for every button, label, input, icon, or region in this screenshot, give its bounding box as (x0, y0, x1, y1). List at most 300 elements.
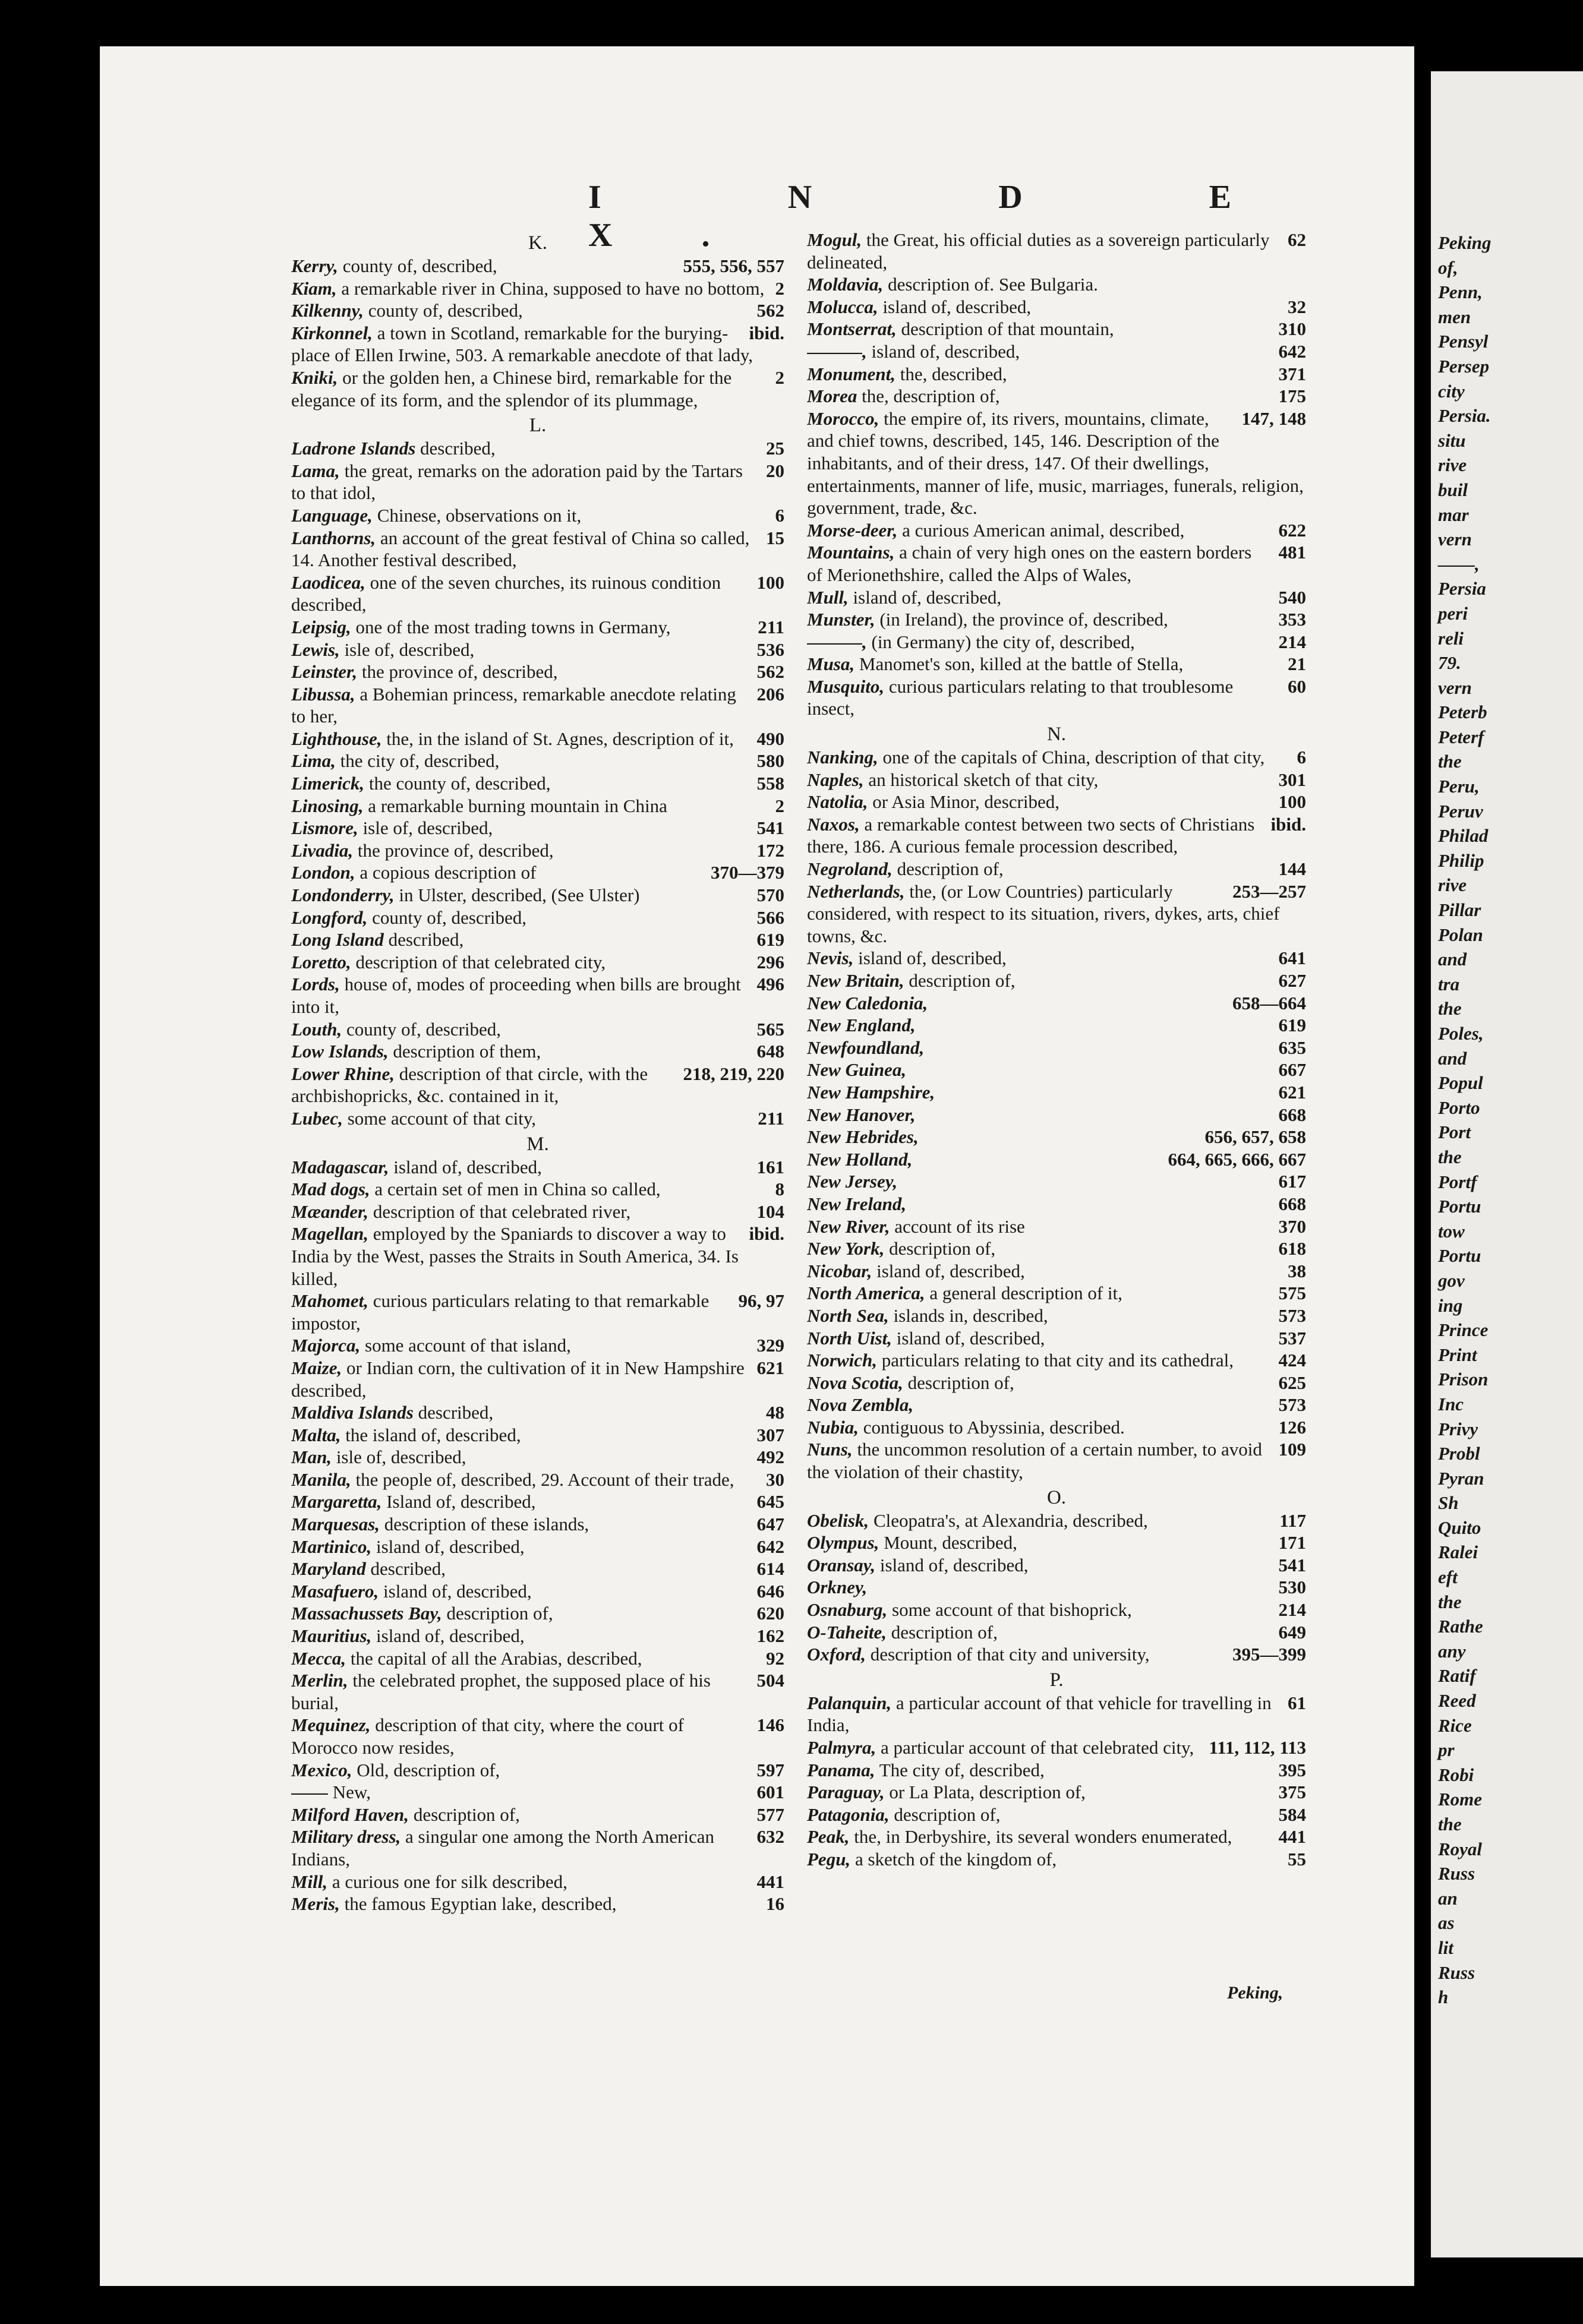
entry-description: island of, described, (891, 1327, 1045, 1349)
entry-description: (in Germany) the city of, described, (866, 631, 1135, 652)
facing-page-fragment: Philip (1438, 850, 1484, 871)
index-entry (291, 951, 784, 974)
facing-page-fragment: Popul (1438, 1072, 1483, 1094)
entry-headword: Netherlands, (807, 880, 905, 902)
index-entry (807, 1215, 1306, 1238)
entry-headword: Patagonia, (807, 1804, 890, 1825)
entry-description: one of the seven churches, its ruinous condition described, (291, 571, 721, 615)
index-entry (291, 1781, 784, 1804)
index-entry (807, 675, 1306, 720)
entry-description: the celebrated prophet, the supposed place of his burial, (291, 1670, 711, 1713)
entry-description: the capital of all the Arabias, described, (346, 1647, 642, 1669)
entry-description: Old, description of, (352, 1759, 500, 1780)
facing-page-fragment: Russ (1438, 1863, 1475, 1884)
index-entry (291, 1156, 784, 1179)
page-reference: 162 (756, 1625, 784, 1647)
entry-description: a singular one among the North American Indians, (291, 1826, 715, 1870)
entry-description: description of them, (388, 1041, 541, 1062)
page-reference: 16 (766, 1893, 784, 1915)
entry-description: the uncommon resolution of a certain number, to avoid the violation of their chastity, (807, 1439, 1262, 1483)
entry-description: Chinese, observations on it, (372, 504, 582, 526)
entry-headword: New York, (807, 1238, 885, 1259)
entry-description: the people of, described, 29. Account of their trade, (351, 1469, 734, 1490)
entry-description: island of, described, (389, 1156, 542, 1177)
index-entry (291, 277, 784, 300)
index-entry (807, 1736, 1306, 1759)
facing-page-fragment: Polan (1438, 924, 1483, 945)
facing-page-fragment: pr (1438, 1739, 1455, 1761)
index-entry (291, 1871, 784, 1893)
facing-page-fragment: Inc (1438, 1393, 1464, 1414)
page-reference: 100 (1278, 791, 1306, 813)
entry-headword: Lama, (291, 460, 340, 481)
entry-headword: New Guinea, (807, 1059, 907, 1081)
page-reference: 614 (756, 1558, 784, 1580)
index-entry (807, 318, 1306, 340)
entry-headword: Montserrat, (807, 318, 897, 340)
entry-headword: Kirkonnel, (291, 322, 373, 343)
entry-headword: New Jersey, (807, 1171, 898, 1192)
entry-headword: Margaretta, (291, 1491, 382, 1513)
index-entry (291, 1063, 784, 1107)
page-reference: 562 (756, 661, 784, 683)
index-entry (291, 973, 784, 1018)
entry-headword: Lanthorns, (291, 527, 376, 548)
page-reference: 329 (756, 1335, 784, 1356)
facing-page-fragment: men (1438, 306, 1471, 327)
page-reference: 668 (1278, 1104, 1306, 1125)
index-entry (291, 817, 784, 839)
entry-description: or Asia Minor, described, (868, 791, 1059, 813)
entry-description: a town in Scotland, remarkable for the burying-place of Ellen Irwine, 503. A remarkable anecdote of that lady, (291, 322, 753, 366)
entry-headword: Obelisk, (807, 1510, 869, 1531)
entry-headword: Limerick, (291, 773, 365, 794)
entry-headword: Lighthouse, (291, 728, 382, 749)
page-reference: 21 (1288, 653, 1306, 675)
entry-headword: Norwich, (807, 1350, 877, 1371)
entry-description: the, in Derbyshire, its several wonders enumerated, (849, 1826, 1232, 1848)
page-reference: 395—399 (1232, 1644, 1306, 1665)
entry-headword: Kniki, (291, 367, 338, 388)
page-reference: 310 (1278, 318, 1306, 340)
entry-description: island of, described, (371, 1536, 525, 1557)
entry-description: island of, described, (379, 1580, 532, 1602)
page-reference: 566 (756, 907, 784, 928)
page-reference: 62 (1288, 229, 1306, 250)
facing-page-fragment: Pensyl (1438, 331, 1489, 352)
index-entry (807, 1148, 1306, 1171)
page-reference: 48 (766, 1402, 784, 1423)
entry-headword: New Britain, (807, 970, 904, 991)
page-reference: 530 (1278, 1577, 1306, 1598)
index-entry (291, 1334, 784, 1357)
index-entry (291, 1669, 784, 1714)
entry-headword: Long Island (291, 929, 384, 951)
entry-headword: Loretto, (291, 951, 351, 972)
facing-page-fragment: Reed (1438, 1690, 1476, 1712)
page-reference: 214 (1278, 631, 1306, 652)
entry-headword: Olympus, (807, 1532, 879, 1553)
page-reference: 32 (1288, 296, 1306, 317)
index-entry (291, 1826, 784, 1870)
index-entry (291, 1040, 784, 1063)
page-reference: 307 (756, 1424, 784, 1445)
entry-headword: Naxos, (807, 813, 860, 835)
facing-page-fragment: Quito (1438, 1517, 1481, 1538)
page-reference: 504 (756, 1670, 784, 1691)
index-entry (807, 1781, 1306, 1804)
facing-page-fragment: Rice (1438, 1714, 1472, 1736)
page-reference: 667 (1278, 1059, 1306, 1081)
entry-description: description of, (887, 1621, 998, 1643)
entry-headword: North Uist, (807, 1327, 892, 1349)
entry-description: a remarkable contest between two sects of Christians there, 186. A curious female procession described, (807, 813, 1255, 857)
entry-headword: Maryland (291, 1558, 366, 1580)
index-entry (807, 746, 1306, 769)
page-reference: 104 (756, 1201, 784, 1222)
entry-description: isle of, described, (332, 1447, 466, 1468)
facing-page-fragment: Russ (1438, 1962, 1475, 1983)
entry-headword: New Caledonia, (807, 992, 928, 1013)
entry-headword: Lima, (291, 750, 336, 772)
facing-page-fragment: Rathe (1438, 1616, 1483, 1637)
entry-description: description of that circle, with the archbishopricks, &c. contained in it, (291, 1063, 648, 1107)
section-letter: P. (1049, 1669, 1064, 1691)
entry-description: island of, described, (866, 340, 1020, 362)
entry-headword: Martinico, (291, 1536, 372, 1557)
entry-headword: Magellan, (291, 1223, 369, 1245)
facing-page-fragment: lit (1438, 1937, 1453, 1958)
entry-description: an account of the great festival of China so called, 14. Another festival described, (291, 527, 750, 571)
index-entry (807, 1826, 1306, 1848)
page-reference: 646 (756, 1580, 784, 1602)
index-entry (807, 1510, 1306, 1532)
facing-page-fragment: and (1438, 949, 1467, 970)
entry-description: a certain set of men in China so called, (370, 1179, 661, 1200)
entry-description: one of the capitals of China, description of that city, (878, 747, 1265, 768)
entry-description: the great, remarks on the adoration paid by the Tartars to that idol, (291, 460, 743, 504)
index-entry (807, 858, 1306, 880)
page-reference: 441 (1278, 1826, 1306, 1848)
page-heading: I N D E X. (588, 179, 1321, 254)
entry-headword: Morea (807, 386, 857, 407)
page-reference: 536 (756, 639, 784, 660)
index-entry (807, 1081, 1306, 1104)
entry-headword: Mahomet, (291, 1290, 369, 1312)
entry-headword: Mexico, (291, 1759, 352, 1780)
entry-description: the Great, his official duties as a sovereign particularly delineated, (807, 229, 1270, 273)
page-reference: 577 (756, 1804, 784, 1825)
index-entry (291, 661, 784, 683)
page-reference: 100 (756, 571, 784, 593)
entry-headword: Madagascar, (291, 1156, 389, 1177)
facing-page-fragment: the (1438, 1146, 1462, 1167)
facing-page-fragment: and (1438, 1047, 1467, 1069)
facing-page-fragment: Peterb (1438, 702, 1487, 723)
index-column-right (807, 229, 1306, 1871)
page-reference: 625 (1278, 1372, 1306, 1393)
entry-description: description of, (903, 1372, 1014, 1393)
index-entry (807, 1037, 1306, 1059)
catchword: Peking, (1227, 1983, 1284, 2003)
page-reference: 648 (756, 1041, 784, 1062)
entry-description: (in Ireland), the province of, described, (875, 609, 1168, 630)
facing-page-fragment: Pyran (1438, 1467, 1484, 1489)
page-reference: 25 (766, 438, 784, 459)
entry-headword: Lower Rhine, (291, 1063, 395, 1084)
page-reference: 573 (1278, 1394, 1306, 1416)
index-entry (291, 884, 784, 907)
facing-page-fragment: Probl (1438, 1443, 1480, 1464)
entry-description: the island of, described, (340, 1424, 521, 1445)
facing-page-fragment: the (1438, 751, 1462, 772)
entry-description: Mount, described, (879, 1532, 1017, 1553)
index-entry (807, 385, 1306, 408)
facing-page-fragment: peri (1438, 602, 1468, 624)
index-entry (291, 907, 784, 929)
page-reference: 649 (1278, 1621, 1306, 1643)
index-entry (291, 1513, 784, 1536)
entry-headword: Negroland, (807, 858, 893, 880)
entry-description: description of that celebrated river, (368, 1201, 631, 1222)
entry-headword: Newfoundland, (807, 1037, 925, 1058)
entry-headword: Kerry, (291, 255, 338, 276)
entry-headword: New Ireland, (807, 1193, 907, 1214)
index-entry (807, 586, 1306, 609)
entry-headword: Naples, (807, 769, 864, 790)
entry-headword: Ladrone Islands (291, 438, 416, 459)
index-entry (807, 1372, 1306, 1394)
index-entry (291, 571, 784, 616)
entry-description: The city of, described, (875, 1759, 1045, 1780)
page-reference: 117 (1279, 1510, 1306, 1531)
entry-headword: Louth, (291, 1018, 342, 1040)
entry-description: one of the most trading towns in Germany, (351, 616, 671, 637)
entry-headword: Moldavia, (807, 274, 884, 295)
entry-description: a particular account of that celebrated city, (876, 1737, 1194, 1758)
entry-description: a general description of it, (925, 1283, 1122, 1304)
entry-description: described, (415, 438, 496, 459)
entry-description: contiguous to Abyssinia, described. (859, 1416, 1125, 1438)
page-reference: 573 (1278, 1305, 1306, 1326)
index-entry (807, 1416, 1306, 1439)
page-reference: 537 (1278, 1327, 1306, 1349)
entry-description: county of, described, (342, 1018, 502, 1040)
index-entry (291, 255, 784, 277)
page-reference: 619 (756, 929, 784, 951)
index-entry (807, 1014, 1306, 1037)
index-entry (291, 1625, 784, 1647)
entry-headword: Majorca, (291, 1335, 361, 1356)
facing-page-fragment: the (1438, 1591, 1462, 1612)
entry-description: the famous Egyptian lake, described, (339, 1893, 617, 1915)
entry-description: isle of, described, (358, 817, 493, 839)
index-entry (291, 683, 784, 728)
page-reference: 30 (766, 1469, 784, 1490)
entry-description: New, (328, 1782, 371, 1803)
index-entry (807, 1554, 1306, 1577)
index-entry (291, 1424, 784, 1447)
entry-description: description of that mountain, (896, 318, 1114, 340)
entry-description: a remarkable river in China, supposed to have no bottom, (336, 277, 765, 299)
entry-headword: Low Islands, (291, 1041, 389, 1062)
page-reference: 622 (1278, 519, 1306, 541)
index-entry (291, 1201, 784, 1223)
facing-page-fragment: Penn, (1438, 282, 1483, 303)
page-reference: 597 (756, 1759, 784, 1780)
facing-page-fragment: vern (1438, 529, 1472, 550)
entry-headword: Language, (291, 504, 373, 526)
entry-headword: Palmyra, (807, 1737, 876, 1758)
page-reference: 2 (775, 277, 784, 299)
page-reference: 146 (756, 1714, 784, 1736)
entry-description: a chain of very high ones on the eastern borders of Merionethshire, called the Alps of Wales, (807, 542, 1252, 585)
entry-headword: Mill, (291, 1871, 328, 1892)
entry-headword: Oransay, (807, 1554, 876, 1575)
index-entry (807, 1305, 1306, 1327)
page-reference: 632 (756, 1826, 784, 1848)
entry-description: the province of, described, (353, 839, 554, 861)
entry-headword: Nicobar, (807, 1260, 872, 1281)
entry-description: description of that city and university, (866, 1644, 1150, 1665)
section-letter: N. (1046, 724, 1067, 746)
facing-page-fragment: Portu (1438, 1245, 1481, 1267)
entry-description: county of, described, (364, 300, 523, 321)
facing-page-fragment: Portf (1438, 1171, 1477, 1192)
index-entry (291, 1290, 784, 1334)
index-entry (291, 1178, 784, 1201)
entry-headword: Leinster, (291, 661, 358, 683)
entry-headword: Marquesas, (291, 1514, 380, 1535)
facing-page-fragment: city (1438, 380, 1465, 402)
entry-description: curious particulars relating to that troublesome insect, (807, 675, 1234, 719)
page-reference: 627 (1278, 970, 1306, 991)
entry-headword: New Hampshire, (807, 1081, 935, 1103)
entry-headword: Mæander, (291, 1201, 369, 1222)
section-letter: O. (1046, 1486, 1067, 1508)
page-reference: 441 (756, 1871, 784, 1892)
index-entry (807, 1193, 1306, 1215)
entry-description: the, described, (895, 363, 1007, 384)
entry-headword: Milford Haven, (291, 1804, 409, 1825)
entry-headword: ———, (807, 631, 867, 652)
facing-page-fragment: Prison (1438, 1369, 1489, 1390)
page-reference: 645 (756, 1491, 784, 1513)
section-letter: M. (526, 1133, 549, 1155)
index-entry (291, 367, 784, 411)
entry-headword: Kiam, (291, 277, 337, 299)
index-entry (807, 1260, 1306, 1283)
page-reference: 492 (756, 1447, 784, 1468)
entry-description: some account of that island, (360, 1335, 571, 1356)
index-entry (291, 639, 784, 661)
page-reference: 375 (1278, 1782, 1306, 1803)
entry-description: or the golden hen, a Chinese bird, remarkable for the elegance of its form, and the splendor of its plummage, (291, 367, 732, 411)
facing-page-fragment: Porto (1438, 1097, 1480, 1118)
page-reference: 171 (1278, 1532, 1306, 1553)
entry-headword: Oxford, (807, 1644, 866, 1665)
index-entry (807, 1759, 1306, 1782)
page-reference: ibid. (749, 1223, 784, 1245)
index-entry (807, 1059, 1306, 1081)
facing-page-fragment: an (1438, 1887, 1458, 1909)
page-reference: 635 (1278, 1037, 1306, 1058)
facing-page-fragment: Royal (1438, 1838, 1483, 1859)
index-entry (807, 1394, 1306, 1416)
facing-page-fragment: Peruv (1438, 800, 1483, 822)
page-reference: 642 (1278, 340, 1306, 362)
facing-page-fragment: of, (1438, 257, 1458, 278)
entry-headword: London, (291, 862, 355, 883)
index-entry (807, 519, 1306, 542)
index-entry (807, 1327, 1306, 1350)
entry-headword: Morse-deer, (807, 519, 898, 541)
entry-headword: Lords, (291, 974, 340, 995)
entry-headword: Nuns, (807, 1439, 853, 1460)
entry-headword: Lewis, (291, 639, 340, 660)
facing-page-fragment: Rome (1438, 1789, 1483, 1810)
entry-headword: Mecca, (291, 1647, 346, 1669)
entry-headword: Nevis, (807, 948, 854, 969)
facing-page-fragment: Poles, (1438, 1023, 1484, 1044)
entry-description: or Indian corn, the cultivation of it in New Hampshire described, (291, 1357, 745, 1401)
page-reference: 580 (756, 750, 784, 772)
page-reference: 617 (1278, 1171, 1306, 1192)
entry-headword: Linosing, (291, 795, 364, 816)
entry-headword: Morocco, (807, 408, 879, 429)
entry-description: description of, (904, 970, 1016, 991)
entry-headword: Maize, (291, 1357, 342, 1378)
facing-page-fragment: ing (1438, 1294, 1463, 1316)
entry-description: Island of, described, (381, 1491, 536, 1513)
index-entry (291, 1647, 784, 1670)
entry-description: description of, (442, 1603, 553, 1624)
index-entry (291, 750, 784, 772)
entry-description: description of, (409, 1804, 520, 1825)
page-reference: 575 (1278, 1283, 1306, 1304)
index-entry (807, 1848, 1306, 1871)
entry-description: island of, described, (875, 1554, 1029, 1575)
index-entry (291, 1714, 784, 1758)
entry-description: the, description of, (857, 386, 1000, 407)
facing-page-fragment: Persia. (1438, 405, 1491, 427)
index-entry (291, 1759, 784, 1782)
page-reference: 301 (1278, 769, 1306, 790)
page-reference: ibid. (1270, 813, 1306, 835)
entry-description: account of its rise (890, 1215, 1025, 1237)
entry-headword: Londonderry, (291, 885, 395, 906)
facing-page-fragment: mar (1438, 504, 1469, 525)
page-reference: 541 (1278, 1554, 1306, 1575)
page-reference: 490 (756, 728, 784, 749)
entry-description: the city of, described, (335, 750, 500, 772)
index-entry (807, 1104, 1306, 1126)
entry-headword: Mad dogs, (291, 1179, 370, 1200)
entry-headword: Orkney, (807, 1577, 868, 1598)
index-entry (291, 1018, 784, 1041)
entry-description: description of that celebrated city, (351, 951, 606, 972)
entry-headword: Libussa, (291, 683, 355, 705)
entry-headword: New England, (807, 1015, 916, 1036)
entry-description: or La Plata, description of, (884, 1782, 1086, 1803)
entry-description: island of, described, (848, 586, 1002, 608)
facing-page-edge (1431, 71, 1583, 2257)
page-reference: 20 (766, 460, 784, 481)
page-reference: 370 (1278, 1215, 1306, 1237)
entry-headword: Livadia, (291, 839, 354, 861)
index-entry (807, 363, 1306, 386)
facing-page-fragment: Portu (1438, 1196, 1481, 1217)
